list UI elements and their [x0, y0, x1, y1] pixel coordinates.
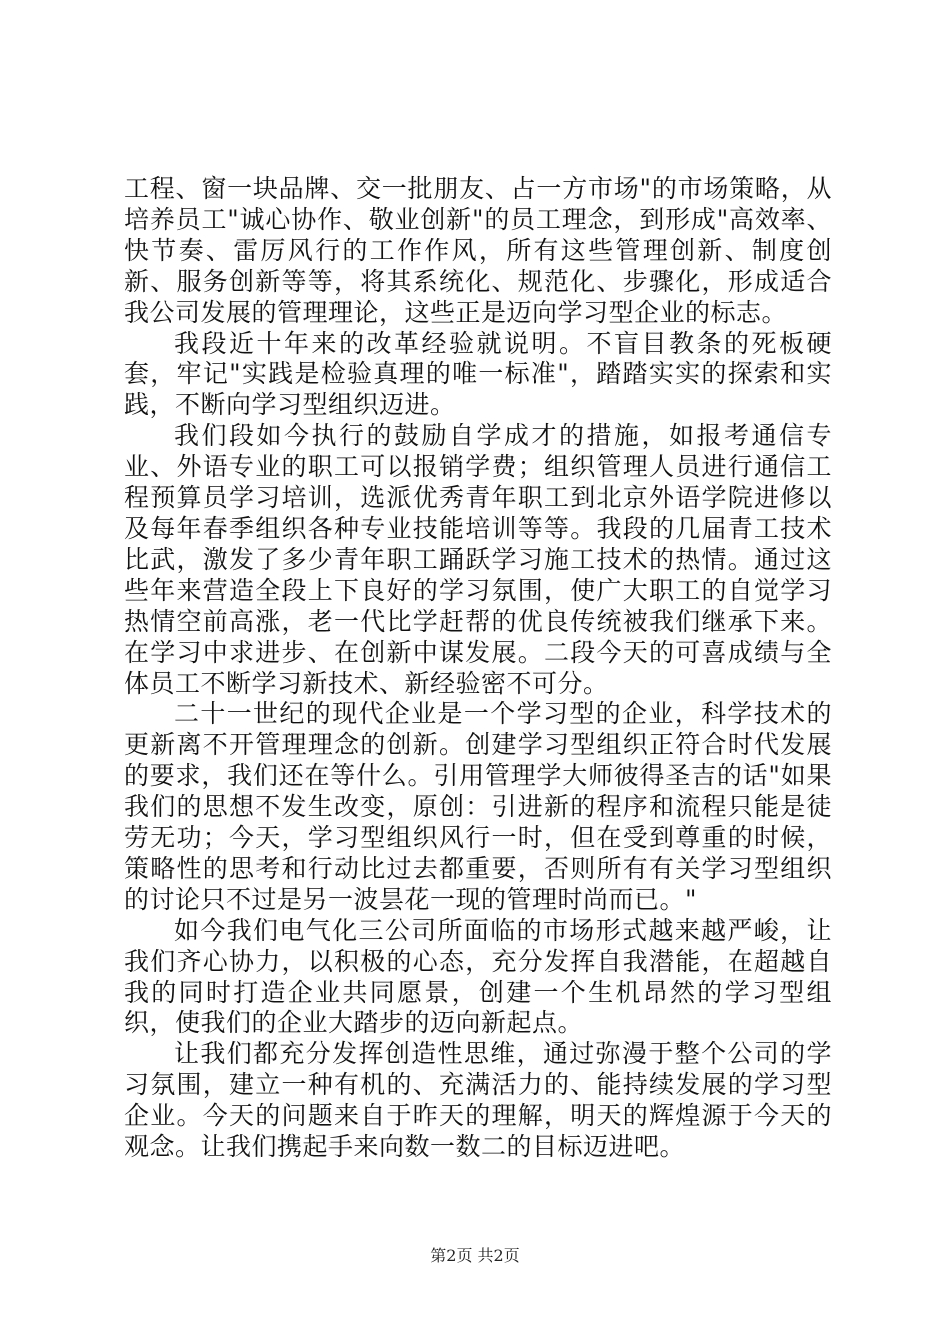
- document-body: [124, 174, 832, 1163]
- page-footer: [0, 1246, 950, 1266]
- paragraph-2: 我段近十年来的改革经验就说明。不盲目教条的死板硬套，牢记"实践是检验真理的唯一标准"，踏踏实实的探索和实践，不断向学习型组织迈进。: [124, 328, 832, 420]
- paragraph-3: 我们段如今执行的鼓励自学成才的措施，如报考通信专业、外语专业的职工可以报销学费；组织管理人员进行通信工程预算员学习培训，选派优秀青年职工到北京外语学院进修以及每年春季组织各种专业技能培训等等。我段的几届青工技术比武，激发了多少青年职工踊跃学习施工技术的热情。通过这些年来营造全段上下良好的学习氛围，使广大职工的自觉学习热情空前高涨，老一代比学赶帮的优良传统被我们继承下来。在学习中求进步、在创新中谋发展。二段今天的可喜成绩与全体员工不断学习新技术、新经验密不可分。: [124, 421, 832, 698]
- paragraph-6: 让我们都充分发挥创造性思维，通过弥漫于整个公司的学习氛围，建立一种有机的、充满活力的、能持续发展的学习型企业。今天的问题来自于昨天的理解，明天的辉煌源于今天的观念。让我们携起手来向数一数二的目标迈进吧。: [124, 1039, 832, 1162]
- paragraph-4: 二十一世纪的现代企业是一个学习型的企业，科学技术的更新离不开管理理念的创新。创建学习型组织正符合时代发展的要求，我们还在等什么。引用管理学大师彼得圣吉的话"如果我们的思想不发生改变，原创：引进新的程序和流程只能是徒劳无功；今天，学习型组织风行一时，但在受到尊重的时候，策略性的思考和行动比过去都重要，否则所有有关学习型组织的讨论只不过是另一波昙花一现的管理时尚而已。": [124, 699, 832, 914]
- paragraph-1: 工程、窗一块品牌、交一批朋友、占一方市场"的市场策略，从培养员工"诚心协作、敬业创新"的员工理念，到形成"高效率、快节奏、雷厉风行的工作作风，所有这些管理创新、制度创新、服务创新等等，将其系统化、规范化、步骤化，形成适合我公司发展的管理理论，这些正是迈向学习型企业的标志。: [124, 174, 832, 327]
- paragraph-5: 如今我们电气化三公司所面临的市场形式越来越严峻，让我们齐心协力，以积极的心态，充分发挥自我潜能，在超越自我的同时打造企业共同愿景，创建一个生机昂然的学习型组织，使我们的企业大踏步的迈向新起点。: [124, 915, 832, 1038]
- page-number-label: 第2页 共2页: [430, 1246, 520, 1265]
